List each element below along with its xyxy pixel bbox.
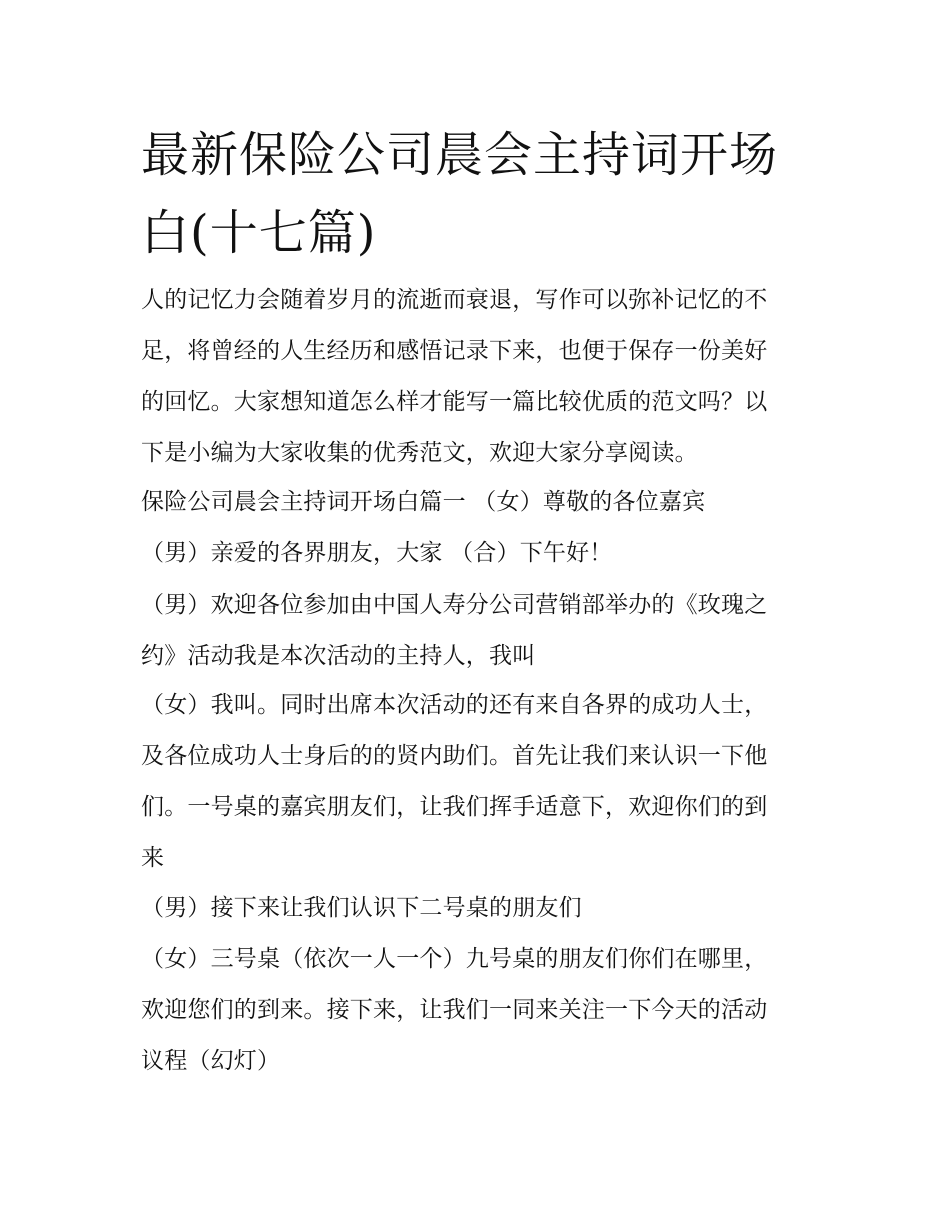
body-line: （男）欢迎各位参加由中国人寿分公司营销部举办的《玫瑰之	[141, 592, 768, 618]
title-line-1: 最新保险公司晨会主持词开场	[141, 127, 779, 183]
body-line: 欢迎您们的到来。接下来，让我们一同来关注一下今天的活动	[141, 997, 768, 1023]
title-line-2: 白(十七篇)	[141, 205, 377, 261]
body-line: 及各位成功人士身后的的贤内助们。首先让我们来认识一下他	[141, 743, 768, 769]
body-line: 保险公司晨会主持词开场白篇一 （女）尊敬的各位嘉宾	[141, 489, 706, 515]
body-line: 下是小编为大家收集的优秀范文，欢迎大家分享阅读。	[141, 440, 698, 466]
body-line: 议程（幻灯）	[141, 1048, 281, 1074]
body-line: 人的记忆力会随着岁月的流逝而衰退，写作可以弥补记忆的不	[141, 287, 768, 313]
body-line: （男）接下来让我们认识下二号桌的朋友们	[141, 895, 582, 921]
body-line: （男）亲爱的各界朋友，大家 （合）下午好！	[141, 540, 613, 566]
body-line: （女）我叫。同时出席本次活动的还有来自各界的成功人士，	[141, 692, 768, 718]
body-line: 来	[141, 845, 165, 871]
body-line: 的回忆。大家想知道怎么样才能写一篇比较优质的范文吗？以	[141, 389, 768, 415]
body-line: 们。一号桌的嘉宾朋友们，让我们挥手适意下，欢迎你们的到	[141, 794, 768, 820]
document-title	[141, 116, 821, 272]
body-line: 约》活动我是本次活动的主持人，我叫	[141, 643, 536, 669]
body-line: 足，将曾经的人生经历和感悟记录下来，也便于保存一份美好	[141, 338, 768, 364]
body-line: （女）三号桌（依次一人一个）九号桌的朋友们你们在哪里，	[141, 946, 768, 972]
